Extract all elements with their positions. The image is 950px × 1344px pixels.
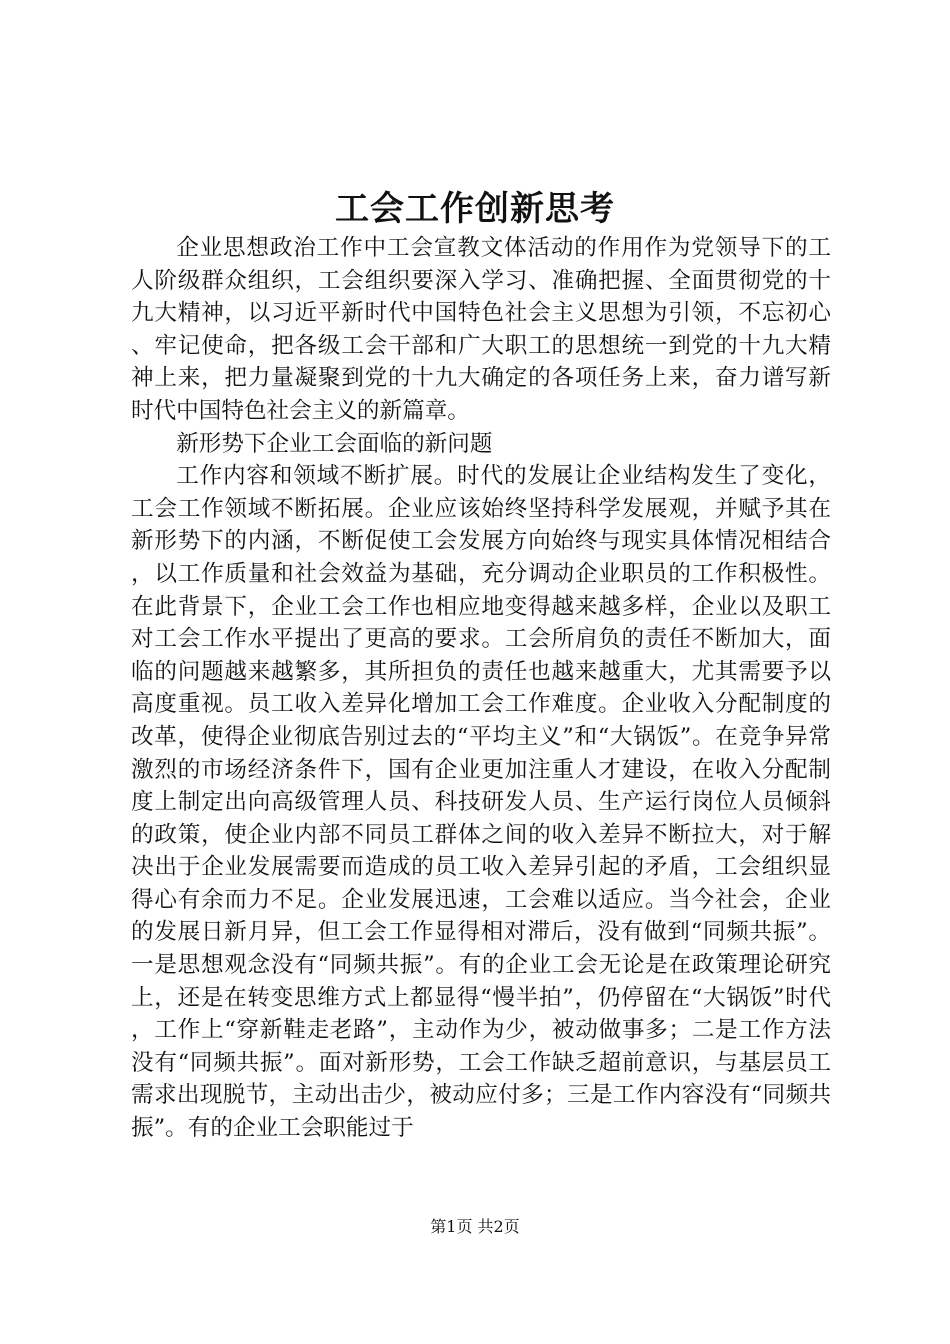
document-title: 工会工作创新思考 <box>335 189 615 229</box>
document-body <box>131 232 831 1145</box>
paragraph-intro: 企业思想政治工作中工会宣教文体活动的作用作为党领导下的工人阶级群众组织，工会组织要深入学习、准确把握、全面贯彻党的十九大精神，以习近平新时代中国特色社会主义思想为引领，不忘初心、牢记使命，把各级工会干部和广大职工的思想统一到党的十九大精神上来，把力量凝聚到党的十九大确定的各项任务上来，奋力谱写新时代中国特色社会主义的新篇章。 <box>131 235 831 424</box>
paragraph-main: 工作内容和领域不断扩展。时代的发展让企业结构发生了变化，工会工作领域不断拓展。企业应该始终坚持科学发展观，并赋予其在新形势下的内涵，不断促使工会发展方向始终与现实具体情况相结合，以工作质量和社会效益为基础，充分调动企业职员的工作积极性。在此背景下，企业工会工作也相应地变得越来越多样，企业以及职工对工会工作水平提出了更高的要求。工会所肩负的责任不断加大，面临的问题越来越繁多，其所担负的责任也越来越重大，尤其需要予以高度重视。员工收入差异化增加工会工作难度。企业收入分配制度的改革，使得企业彻底告别过去的“平均主义”和“大锅饭”。在竞争异常激烈的市场经济条件下，国有企业更加注重人才建设，在收入分配制度上制定出向高级管理人员、科技研发人员、生产运行岗位人员倾斜的政策，使企业内部不同员工群体之间的收入差异不断拉大，对于解决出于企业发展需要而造成的员工收入差异引起的矛盾，工会组织显得心有余而力不足。企业发展迅速，工会难以适应。当今社会，企业的发展日新月异，但工会工作显得相对滞后，没有做到“同频共振”。一是思想观念没有“同频共振”。有的企业工会无论是在政策理论研究上，还是在转变思维方式上都显得“慢半拍”，仍停留在“大锅饭”时代，工作上“穿新鞋走老路”，主动作为少，被动做事多；二是工作方法没有“同频共振”。面对新形势，工会工作缺乏超前意识，与基层员工需求出现脱节，主动出击少，被动应付多；三是工作内容没有“同频共振”。有的企业工会职能过于 <box>131 463 831 1142</box>
paragraph-section-heading: 新形势下企业工会面临的新问题 <box>176 430 493 457</box>
page-number-footer: 第1页 共2页 <box>430 1217 520 1236</box>
